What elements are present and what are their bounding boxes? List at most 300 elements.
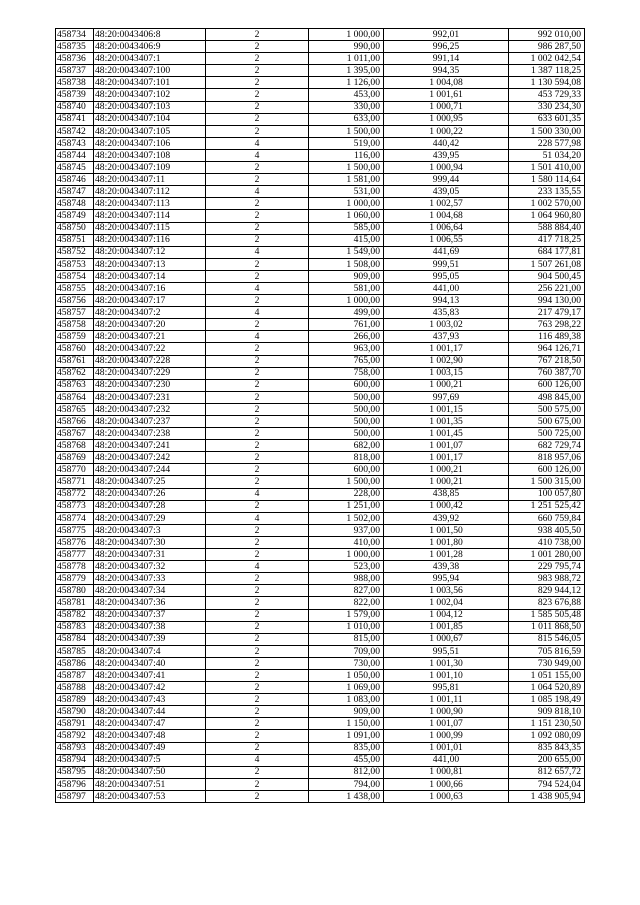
total-cell: 992 010,00 [509, 29, 585, 41]
area-cell: 937,00 [309, 524, 384, 536]
cadastral-number-cell: 48:20:0043407:43 [94, 694, 206, 706]
price-cell: 1 000,99 [384, 730, 509, 742]
area-cell: 1 011,00 [309, 53, 384, 65]
row-id-cell: 458751 [56, 234, 94, 246]
total-cell: 1 002 042,54 [509, 53, 585, 65]
count-cell: 2 [206, 682, 309, 694]
cadastral-number-cell: 48:20:0043407:25 [94, 476, 206, 488]
price-cell: 1 002,57 [384, 198, 509, 210]
area-cell: 500,00 [309, 416, 384, 428]
cadastral-number-cell: 48:20:0043406:8 [94, 29, 206, 41]
price-cell: 1 006,55 [384, 234, 509, 246]
area-cell: 988,00 [309, 573, 384, 585]
row-id-cell: 458754 [56, 270, 94, 282]
table-row [56, 549, 585, 561]
cadastral-number-cell: 48:20:0043407:11 [94, 174, 206, 186]
price-cell: 435,83 [384, 307, 509, 319]
table-row [56, 778, 585, 790]
table-row [56, 307, 585, 319]
area-cell: 581,00 [309, 282, 384, 294]
price-cell: 1 004,12 [384, 609, 509, 621]
count-cell: 2 [206, 440, 309, 452]
price-cell: 1 001,01 [384, 742, 509, 754]
total-cell: 986 287,50 [509, 41, 585, 53]
area-cell: 730,00 [309, 657, 384, 669]
row-id-cell: 458786 [56, 657, 94, 669]
area-cell: 822,00 [309, 597, 384, 609]
table-row [56, 730, 585, 742]
cadastral-number-cell: 48:20:0043407:103 [94, 101, 206, 113]
area-cell: 455,00 [309, 754, 384, 766]
table-row [56, 766, 585, 778]
cadastral-number-cell: 48:20:0043407:21 [94, 331, 206, 343]
count-cell: 2 [206, 645, 309, 657]
area-cell: 1 581,00 [309, 174, 384, 186]
count-cell: 2 [206, 766, 309, 778]
price-cell: 1 002,90 [384, 355, 509, 367]
total-cell: 100 057,80 [509, 488, 585, 500]
cadastral-number-cell: 48:20:0043407:29 [94, 512, 206, 524]
total-cell: 812 657,72 [509, 766, 585, 778]
table-row [56, 573, 585, 585]
table-row [56, 270, 585, 282]
total-cell: 983 988,72 [509, 573, 585, 585]
total-cell: 51 034,20 [509, 149, 585, 161]
count-cell: 2 [206, 730, 309, 742]
total-cell: 938 405,50 [509, 524, 585, 536]
total-cell: 500 725,00 [509, 428, 585, 440]
count-cell: 4 [206, 331, 309, 343]
table-row [56, 210, 585, 222]
row-id-cell: 458789 [56, 694, 94, 706]
row-id-cell: 458744 [56, 149, 94, 161]
row-id-cell: 458794 [56, 754, 94, 766]
cadastral-number-cell: 48:20:0043407:50 [94, 766, 206, 778]
area-cell: 1 126,00 [309, 77, 384, 89]
total-cell: 1 500 330,00 [509, 125, 585, 137]
total-cell: 588 884,40 [509, 222, 585, 234]
count-cell: 2 [206, 234, 309, 246]
table-row [56, 391, 585, 403]
table-row [56, 137, 585, 149]
cadastral-number-cell: 48:20:0043407:2 [94, 307, 206, 319]
price-cell: 1 000,71 [384, 101, 509, 113]
count-cell: 2 [206, 536, 309, 548]
count-cell: 4 [206, 561, 309, 573]
price-cell: 1 003,56 [384, 585, 509, 597]
count-cell: 2 [206, 669, 309, 681]
table-row [56, 101, 585, 113]
cadastral-number-cell: 48:20:0043407:231 [94, 391, 206, 403]
area-cell: 116,00 [309, 149, 384, 161]
total-cell: 823 676,88 [509, 597, 585, 609]
count-cell: 4 [206, 137, 309, 149]
table-row [56, 754, 585, 766]
cadastral-number-cell: 48:20:0043407:100 [94, 65, 206, 77]
cadastral-number-cell: 48:20:0043407:108 [94, 149, 206, 161]
price-cell: 1 001,85 [384, 621, 509, 633]
total-cell: 682 729,74 [509, 440, 585, 452]
count-cell: 4 [206, 282, 309, 294]
cadastral-number-cell: 48:20:0043407:37 [94, 609, 206, 621]
total-cell: 705 816,59 [509, 645, 585, 657]
table-row [56, 657, 585, 669]
area-cell: 1 502,00 [309, 512, 384, 524]
table-row [56, 597, 585, 609]
price-cell: 1 001,45 [384, 428, 509, 440]
price-cell: 440,42 [384, 137, 509, 149]
row-id-cell: 458749 [56, 210, 94, 222]
total-cell: 1 011 868,50 [509, 621, 585, 633]
price-cell: 441,00 [384, 282, 509, 294]
row-id-cell: 458743 [56, 137, 94, 149]
row-id-cell: 458758 [56, 319, 94, 331]
area-cell: 909,00 [309, 270, 384, 282]
area-cell: 500,00 [309, 403, 384, 415]
price-cell: 994,35 [384, 65, 509, 77]
area-cell: 761,00 [309, 319, 384, 331]
table-row [56, 682, 585, 694]
count-cell: 2 [206, 77, 309, 89]
total-cell: 217 479,17 [509, 307, 585, 319]
row-id-cell: 458788 [56, 682, 94, 694]
table-row [56, 500, 585, 512]
row-id-cell: 458768 [56, 440, 94, 452]
cadastral-number-cell: 48:20:0043406:9 [94, 41, 206, 53]
count-cell: 2 [206, 162, 309, 174]
table-row [56, 645, 585, 657]
cadastral-number-cell: 48:20:0043407:16 [94, 282, 206, 294]
area-cell: 1 150,00 [309, 718, 384, 730]
count-cell: 2 [206, 198, 309, 210]
count-cell: 2 [206, 694, 309, 706]
cadastral-number-cell: 48:20:0043407:32 [94, 561, 206, 573]
cadastral-number-cell: 48:20:0043407:44 [94, 706, 206, 718]
total-cell: 1 507 261,08 [509, 258, 585, 270]
total-cell: 964 126,71 [509, 343, 585, 355]
total-cell: 200 655,00 [509, 754, 585, 766]
count-cell: 4 [206, 488, 309, 500]
total-cell: 818 957,06 [509, 452, 585, 464]
count-cell: 2 [206, 29, 309, 41]
area-cell: 1 010,00 [309, 621, 384, 633]
price-cell: 1 000,63 [384, 790, 509, 802]
price-cell: 1 001,07 [384, 440, 509, 452]
price-cell: 438,85 [384, 488, 509, 500]
count-cell: 2 [206, 585, 309, 597]
price-cell: 1 000,42 [384, 500, 509, 512]
price-cell: 439,95 [384, 149, 509, 161]
area-cell: 963,00 [309, 343, 384, 355]
table-row [56, 89, 585, 101]
table-row [56, 512, 585, 524]
area-cell: 709,00 [309, 645, 384, 657]
cadastral-number-cell: 48:20:0043407:38 [94, 621, 206, 633]
table-row [56, 718, 585, 730]
count-cell: 2 [206, 355, 309, 367]
total-cell: 1 064 960,80 [509, 210, 585, 222]
row-id-cell: 458746 [56, 174, 94, 186]
price-cell: 439,05 [384, 186, 509, 198]
table-body [56, 29, 585, 803]
price-cell: 1 000,21 [384, 476, 509, 488]
row-id-cell: 458769 [56, 452, 94, 464]
table-row [56, 440, 585, 452]
count-cell: 4 [206, 512, 309, 524]
table-row [56, 379, 585, 391]
area-cell: 585,00 [309, 222, 384, 234]
total-cell: 835 843,35 [509, 742, 585, 754]
row-id-cell: 458796 [56, 778, 94, 790]
price-cell: 997,69 [384, 391, 509, 403]
count-cell: 2 [206, 549, 309, 561]
row-id-cell: 458760 [56, 343, 94, 355]
count-cell: 2 [206, 367, 309, 379]
price-cell: 1 004,08 [384, 77, 509, 89]
total-cell: 1 051 155,00 [509, 669, 585, 681]
table-row [56, 561, 585, 573]
total-cell: 600 126,00 [509, 379, 585, 391]
total-cell: 633 601,35 [509, 113, 585, 125]
cadastral-number-cell: 48:20:0043407:105 [94, 125, 206, 137]
table-row [56, 77, 585, 89]
area-cell: 1 500,00 [309, 125, 384, 137]
total-cell: 730 949,00 [509, 657, 585, 669]
area-cell: 266,00 [309, 331, 384, 343]
count-cell: 2 [206, 210, 309, 222]
row-id-cell: 458759 [56, 331, 94, 343]
count-cell: 2 [206, 778, 309, 790]
price-cell: 1 000,94 [384, 162, 509, 174]
count-cell: 2 [206, 222, 309, 234]
price-cell: 1 001,28 [384, 549, 509, 561]
count-cell: 4 [206, 307, 309, 319]
area-cell: 330,00 [309, 101, 384, 113]
area-cell: 415,00 [309, 234, 384, 246]
row-id-cell: 458739 [56, 89, 94, 101]
total-cell: 330 234,30 [509, 101, 585, 113]
count-cell: 2 [206, 379, 309, 391]
price-cell: 439,38 [384, 561, 509, 573]
count-cell: 2 [206, 416, 309, 428]
price-cell: 1 001,17 [384, 343, 509, 355]
cadastral-number-cell: 48:20:0043407:34 [94, 585, 206, 597]
cadastral-number-cell: 48:20:0043407:5 [94, 754, 206, 766]
total-cell: 1 580 114,64 [509, 174, 585, 186]
count-cell: 2 [206, 609, 309, 621]
count-cell: 2 [206, 524, 309, 536]
row-id-cell: 458766 [56, 416, 94, 428]
total-cell: 1 085 198,49 [509, 694, 585, 706]
price-cell: 995,94 [384, 573, 509, 585]
row-id-cell: 458761 [56, 355, 94, 367]
cadastral-number-cell: 48:20:0043407:115 [94, 222, 206, 234]
cadastral-number-cell: 48:20:0043407:12 [94, 246, 206, 258]
table-row [56, 186, 585, 198]
cadastral-number-cell: 48:20:0043407:13 [94, 258, 206, 270]
cadastral-number-cell: 48:20:0043407:20 [94, 319, 206, 331]
table-row [56, 295, 585, 307]
area-cell: 765,00 [309, 355, 384, 367]
table-row [56, 452, 585, 464]
price-cell: 1 003,02 [384, 319, 509, 331]
table-row [56, 258, 585, 270]
total-cell: 1 092 080,09 [509, 730, 585, 742]
row-id-cell: 458777 [56, 549, 94, 561]
count-cell: 2 [206, 657, 309, 669]
table-row [56, 536, 585, 548]
table-row [56, 633, 585, 645]
row-id-cell: 458771 [56, 476, 94, 488]
table-row [56, 488, 585, 500]
cadastral-number-cell: 48:20:0043407:31 [94, 549, 206, 561]
count-cell: 2 [206, 464, 309, 476]
cadastral-number-cell: 48:20:0043407:3 [94, 524, 206, 536]
price-cell: 995,05 [384, 270, 509, 282]
row-id-cell: 458740 [56, 101, 94, 113]
total-cell: 684 177,81 [509, 246, 585, 258]
area-cell: 1 083,00 [309, 694, 384, 706]
table-row [56, 428, 585, 440]
price-cell: 441,00 [384, 754, 509, 766]
row-id-cell: 458765 [56, 403, 94, 415]
count-cell: 2 [206, 391, 309, 403]
area-cell: 1 500,00 [309, 476, 384, 488]
cadastral-number-cell: 48:20:0043407:51 [94, 778, 206, 790]
price-cell: 1 004,68 [384, 210, 509, 222]
area-cell: 1 438,00 [309, 790, 384, 802]
area-cell: 600,00 [309, 464, 384, 476]
cadastral-number-cell: 48:20:0043407:36 [94, 597, 206, 609]
count-cell: 2 [206, 633, 309, 645]
row-id-cell: 458747 [56, 186, 94, 198]
price-cell: 1 006,64 [384, 222, 509, 234]
row-id-cell: 458742 [56, 125, 94, 137]
row-id-cell: 458755 [56, 282, 94, 294]
total-cell: 453 729,33 [509, 89, 585, 101]
price-cell: 1 001,50 [384, 524, 509, 536]
count-cell: 2 [206, 452, 309, 464]
total-cell: 1 001 280,00 [509, 549, 585, 561]
price-cell: 1 001,30 [384, 657, 509, 669]
row-id-cell: 458784 [56, 633, 94, 645]
count-cell: 2 [206, 742, 309, 754]
count-cell: 2 [206, 258, 309, 270]
price-cell: 1 001,35 [384, 416, 509, 428]
price-cell: 999,44 [384, 174, 509, 186]
count-cell: 4 [206, 754, 309, 766]
price-cell: 1 001,17 [384, 452, 509, 464]
count-cell: 2 [206, 790, 309, 802]
total-cell: 794 524,04 [509, 778, 585, 790]
cadastral-number-cell: 48:20:0043407:244 [94, 464, 206, 476]
cadastral-number-cell: 48:20:0043407:1 [94, 53, 206, 65]
price-cell: 1 001,15 [384, 403, 509, 415]
total-cell: 815 546,05 [509, 633, 585, 645]
row-id-cell: 458764 [56, 391, 94, 403]
table-row [56, 29, 585, 41]
total-cell: 498 845,00 [509, 391, 585, 403]
total-cell: 1 002 570,00 [509, 198, 585, 210]
table-row [56, 742, 585, 754]
total-cell: 760 387,70 [509, 367, 585, 379]
cadastral-number-cell: 48:20:0043407:238 [94, 428, 206, 440]
total-cell: 1 501 410,00 [509, 162, 585, 174]
price-cell: 1 001,80 [384, 536, 509, 548]
area-cell: 1 000,00 [309, 198, 384, 210]
total-cell: 410 738,00 [509, 536, 585, 548]
price-cell: 999,51 [384, 258, 509, 270]
price-cell: 1 000,21 [384, 464, 509, 476]
total-cell: 660 759,84 [509, 512, 585, 524]
total-cell: 1 500 315,00 [509, 476, 585, 488]
row-id-cell: 458753 [56, 258, 94, 270]
area-cell: 519,00 [309, 137, 384, 149]
total-cell: 1 387 118,25 [509, 65, 585, 77]
area-cell: 812,00 [309, 766, 384, 778]
cadastral-number-cell: 48:20:0043407:114 [94, 210, 206, 222]
table-row [56, 319, 585, 331]
total-cell: 500 675,00 [509, 416, 585, 428]
cadastral-number-cell: 48:20:0043407:22 [94, 343, 206, 355]
total-cell: 994 130,00 [509, 295, 585, 307]
price-cell: 995,51 [384, 645, 509, 657]
table-row [56, 162, 585, 174]
row-id-cell: 458790 [56, 706, 94, 718]
table-row [56, 706, 585, 718]
total-cell: 417 718,25 [509, 234, 585, 246]
row-id-cell: 458737 [56, 65, 94, 77]
count-cell: 2 [206, 718, 309, 730]
table-row [56, 621, 585, 633]
total-cell: 763 298,22 [509, 319, 585, 331]
area-cell: 815,00 [309, 633, 384, 645]
price-cell: 439,92 [384, 512, 509, 524]
table-row [56, 669, 585, 681]
price-cell: 1 000,95 [384, 113, 509, 125]
table-row [56, 355, 585, 367]
cadastral-number-cell: 48:20:0043407:33 [94, 573, 206, 585]
table-row [56, 403, 585, 415]
table-row [56, 174, 585, 186]
cadastral-number-cell: 48:20:0043407:26 [94, 488, 206, 500]
table-row [56, 694, 585, 706]
cadastral-number-cell: 48:20:0043407:4 [94, 645, 206, 657]
price-cell: 1 002,04 [384, 597, 509, 609]
cadastral-number-cell: 48:20:0043407:30 [94, 536, 206, 548]
table-row [56, 222, 585, 234]
cadastral-number-cell: 48:20:0043407:242 [94, 452, 206, 464]
price-cell: 1 000,67 [384, 633, 509, 645]
area-cell: 1 050,00 [309, 669, 384, 681]
total-cell: 1 251 525,42 [509, 500, 585, 512]
table-row [56, 65, 585, 77]
count-cell: 2 [206, 65, 309, 77]
price-cell: 437,93 [384, 331, 509, 343]
area-cell: 453,00 [309, 89, 384, 101]
row-id-cell: 458738 [56, 77, 94, 89]
cadastral-number-cell: 48:20:0043407:41 [94, 669, 206, 681]
count-cell: 2 [206, 174, 309, 186]
price-cell: 1 001,61 [384, 89, 509, 101]
cadastral-number-cell: 48:20:0043407:53 [94, 790, 206, 802]
price-cell: 1 000,21 [384, 379, 509, 391]
area-cell: 909,00 [309, 706, 384, 718]
cadastral-number-cell: 48:20:0043407:47 [94, 718, 206, 730]
row-id-cell: 458792 [56, 730, 94, 742]
count-cell: 2 [206, 89, 309, 101]
total-cell: 116 489,38 [509, 331, 585, 343]
